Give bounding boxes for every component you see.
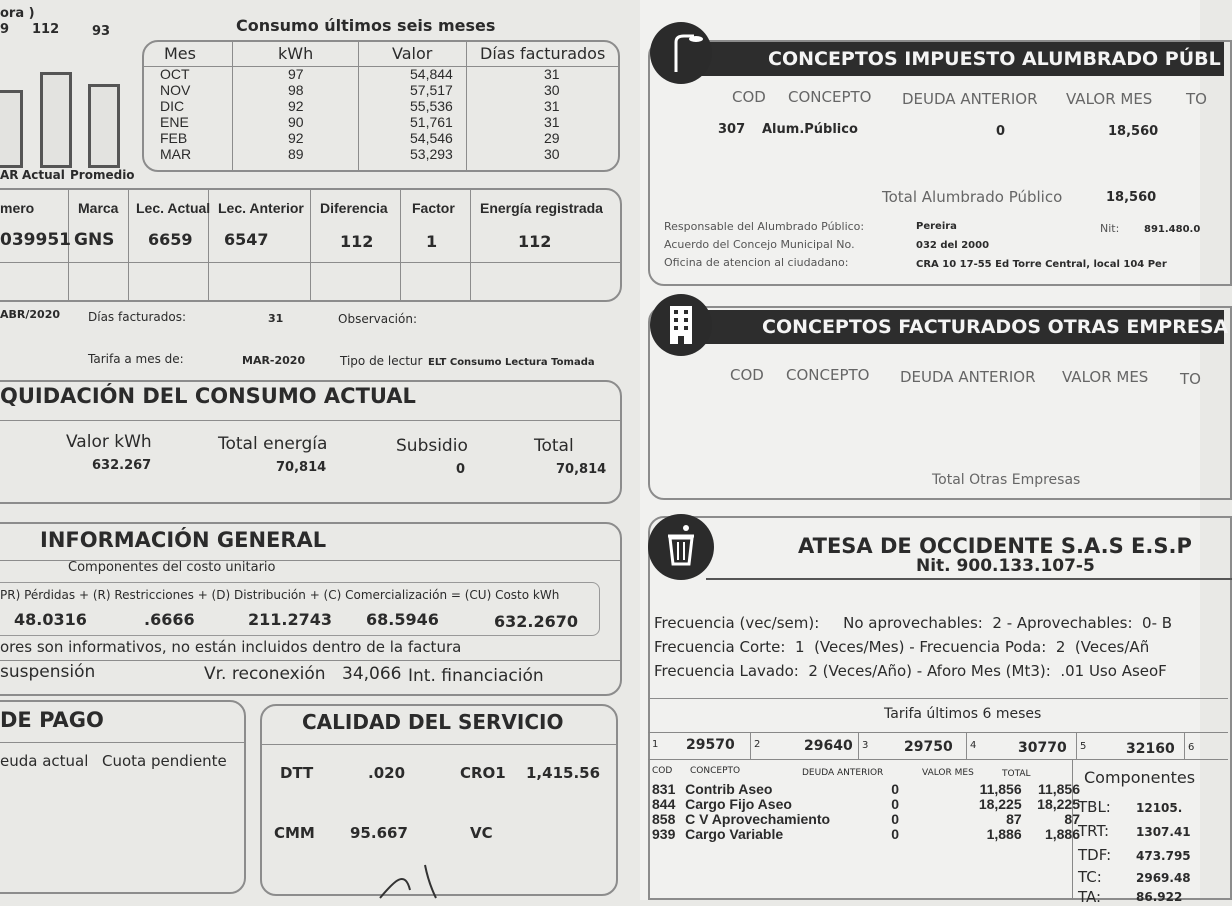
meter-lec-actual: 6659 xyxy=(148,230,193,249)
calidad-cro1-value: 1,415.56 xyxy=(526,764,601,782)
table-row: DIC 92 55,536 31 xyxy=(160,98,560,114)
comp-tc-label: TC: xyxy=(1078,868,1102,886)
alumbrado-header-concepto: CONCEPTO xyxy=(788,88,872,106)
dias-facturados: 31 xyxy=(268,312,284,325)
componentes-title: Componentes xyxy=(1084,768,1196,787)
table-row: 831 Contrib Aseo 0 11,856 11,856 xyxy=(652,781,1080,797)
alumbrado-header-cod: COD xyxy=(732,88,766,106)
tarifa-mes: MAR-2020 xyxy=(242,354,306,367)
bar-value-1: 9 xyxy=(0,22,10,37)
dias-facturados-label: Días facturados: xyxy=(88,310,187,324)
calidad-title: CALIDAD DEL SERVICIO xyxy=(302,710,564,734)
atesa-title-rule xyxy=(706,578,1232,580)
meter-header-diferencia: Diferencia xyxy=(320,200,388,216)
info-general-subtitle: Componentes del costo unitario xyxy=(68,560,276,575)
tarifa-label: Tarifa a mes de: xyxy=(88,352,184,366)
trash-bin-icon xyxy=(648,514,714,580)
tarifa-v1: 29570 xyxy=(686,737,735,753)
otras-total-label: Total Otras Empresas xyxy=(932,472,1081,488)
calidad-cro1-label: CRO1 xyxy=(460,764,506,782)
bar-label-3: Promedio xyxy=(70,168,135,182)
cost-comercializacion: 68.5946 xyxy=(366,610,439,629)
pago-title: DE PAGO xyxy=(0,708,104,732)
atesa-header-deuda: DEUDA ANTERIOR xyxy=(802,768,884,778)
acuerdo: 032 del 2000 xyxy=(916,240,990,251)
consumo-header-kwh: kWh xyxy=(278,44,314,63)
tarifa-n3: 3 xyxy=(862,740,869,751)
bar-value-2: 112 xyxy=(32,22,60,37)
consumo-header-valor: Valor xyxy=(392,44,433,63)
cost-formula: PR) Pérdidas + (R) Restricciones + (D) Distribución + (C) Comercialización = (CU) Costo kWh xyxy=(0,588,560,602)
liquidacion-header-subsidio: Subsidio xyxy=(396,436,468,456)
info-note: ores son informativos, no están incluidos dentro de la factura xyxy=(0,638,462,656)
meter-header-marca: Marca xyxy=(78,200,119,216)
oficina-label: Oficina de atencion al ciudadano: xyxy=(664,256,849,269)
liquidacion-valor-kwh: 632.267 xyxy=(92,458,152,473)
calidad-cmm-label: CMM xyxy=(274,824,315,842)
meter-factor: 1 xyxy=(426,232,438,251)
calidad-cmm-value: 95.667 xyxy=(350,824,408,842)
calidad-dtt-value: .020 xyxy=(368,764,406,782)
bar-label-1: AR xyxy=(0,168,19,182)
bar-label-2: Actual xyxy=(22,168,65,182)
acuerdo-label: Acuerdo del Concejo Municipal No. xyxy=(664,238,855,251)
atesa-nit: Nit. 900.133.107-5 xyxy=(916,556,1095,576)
bar-prev xyxy=(0,90,23,168)
otras-header-deuda: DEUDA ANTERIOR xyxy=(900,368,1036,386)
tipo-lectura-label: Tipo de lectur xyxy=(340,354,423,368)
comp-trt-label: TRT: xyxy=(1078,822,1110,840)
comp-trt-value: 1307.41 xyxy=(1136,825,1191,839)
table-row: ENE 90 51,761 31 xyxy=(160,114,560,130)
alumbrado-concepto: Alum.Público xyxy=(762,122,858,137)
otras-title: CONCEPTOS FACTURADOS OTRAS EMPRESA xyxy=(762,316,1229,338)
comp-ta-label: TA: xyxy=(1078,888,1102,906)
tarifa-v2: 29640 xyxy=(804,738,853,754)
meter-header-factor: Factor xyxy=(412,200,455,216)
reconexion-value: 34,066 xyxy=(342,664,402,684)
tarifa-title: Tarifa últimos 6 meses xyxy=(884,706,1042,722)
otras-header-cod: COD xyxy=(730,366,764,384)
liquidacion-total: 70,814 xyxy=(556,462,607,477)
otras-header-total: TO xyxy=(1180,370,1201,388)
table-row: 844 Cargo Fijo Aseo 0 18,225 18,225 xyxy=(652,796,1080,812)
frecuencia-2: Frecuencia Corte: 1 (Veces/Mes) - Frecuencia Poda: 2 (Veces/Añ xyxy=(654,638,1150,656)
bar-value-3: 93 xyxy=(92,24,111,39)
consumo-title: Consumo últimos seis meses xyxy=(236,16,496,35)
cost-total-kwh: 632.2670 xyxy=(494,612,579,631)
tarifa-v4: 30770 xyxy=(1018,740,1067,756)
alumbrado-header-total: TO xyxy=(1186,90,1207,108)
alumbrado-header-deuda: DEUDA ANTERIOR xyxy=(902,90,1038,108)
atesa-header-cod: COD xyxy=(652,766,673,776)
tarifa-n4: 4 xyxy=(970,740,977,751)
atesa-header-total: TOTAL xyxy=(1002,769,1031,779)
tarifa-n6: 6 xyxy=(1188,742,1195,753)
atesa-title: ATESA DE OCCIDENTE S.A.S E.S.P xyxy=(798,534,1192,558)
alumbrado-deuda: 0 xyxy=(996,124,1006,139)
comp-ta-value: 86.922 xyxy=(1136,890,1183,904)
bar-actual xyxy=(40,72,72,168)
responsable-label: Responsable del Alumbrado Público: xyxy=(664,220,865,233)
consumption-bars-caption: ora ) xyxy=(0,6,35,21)
cost-restricciones: .6666 xyxy=(144,610,195,629)
alumbrado-total-label: Total Alumbrado Público xyxy=(882,188,1063,206)
meter-diferencia: 112 xyxy=(340,232,374,251)
building-icon xyxy=(650,294,712,356)
comp-tbl-label: TBL: xyxy=(1078,798,1111,816)
nit: 891.480.0 xyxy=(1144,224,1201,235)
meter-lec-anterior: 6547 xyxy=(224,230,269,249)
responsable: Pereira xyxy=(916,221,957,232)
alumbrado-valor: 18,560 xyxy=(1108,124,1159,139)
frecuencia-1: Frecuencia (vec/sem): No aprovechables: 2 - Aprovechables: 0- B xyxy=(654,614,1173,632)
alumbrado-title: CONCEPTOS IMPUESTO ALUMBRADO PÚBL xyxy=(768,48,1221,70)
meter-energia: 112 xyxy=(518,232,552,251)
tarifa-v5: 32160 xyxy=(1126,741,1175,757)
meter-header-numero: mero xyxy=(0,200,35,216)
meter-header-energia: Energía registrada xyxy=(480,200,603,216)
pago-cuota-pendiente: Cuota pendiente xyxy=(102,752,227,770)
meter-numero: 039951 xyxy=(0,230,71,250)
liquidacion-header-energia: Total energía xyxy=(218,434,328,454)
calidad-vc-label: VC xyxy=(470,824,493,842)
int-financiacion: Int. financiación xyxy=(408,666,544,686)
table-row: MAR 89 53,293 30 xyxy=(160,146,560,162)
liquidacion-header-valor: Valor kWh xyxy=(66,432,152,452)
meter-header-lec-actual: Lec. Actual xyxy=(136,200,211,216)
calidad-dtt-label: DTT xyxy=(280,764,314,782)
frecuencia-3: Frecuencia Lavado: 2 (Veces/Año) - Aforo Mes (Mt3): .01 Uso AseoF xyxy=(654,662,1167,680)
tarifa-n1: 1 xyxy=(652,739,659,750)
reconexion-label: Vr. reconexión xyxy=(204,664,326,684)
meter-header-lec-anterior: Lec. Anterior xyxy=(218,200,304,216)
alumbrado-header-valor: VALOR MES xyxy=(1066,90,1153,108)
table-row: FEB 92 54,546 29 xyxy=(160,130,560,146)
otras-header-valor: VALOR MES xyxy=(1062,368,1149,386)
comp-tdf-label: TDF: xyxy=(1078,846,1112,864)
cost-perdidas: 48.0316 xyxy=(14,610,87,629)
alumbrado-total: 18,560 xyxy=(1106,190,1157,205)
atesa-header-concepto: CONCEPTO xyxy=(690,766,741,776)
tarifa-n5: 5 xyxy=(1080,741,1087,752)
comp-tc-value: 2969.48 xyxy=(1136,871,1191,885)
comp-tbl-value: 12105. xyxy=(1136,801,1183,815)
meter-marca: GNS xyxy=(74,230,115,250)
atesa-rows xyxy=(652,782,1080,842)
bar-promedio xyxy=(88,84,120,168)
table-row: 939 Cargo Variable 0 1,886 1,886 xyxy=(652,826,1080,842)
liquidacion-title: QUIDACIÓN DEL CONSUMO ACTUAL xyxy=(0,384,416,408)
alumbrado-cod: 307 xyxy=(718,122,746,137)
atesa-header-valor: VALOR MES xyxy=(922,768,974,778)
otras-header-concepto: CONCEPTO xyxy=(786,366,870,384)
table-row: NOV 98 57,517 30 xyxy=(160,82,560,98)
consumo-header-mes: Mes xyxy=(164,44,196,63)
consumo-header-dias: Días facturados xyxy=(480,44,606,63)
liquidacion-subsidio: 0 xyxy=(456,462,466,477)
comp-tdf-value: 473.795 xyxy=(1136,849,1191,863)
nit-label: Nit: xyxy=(1100,222,1120,235)
liquidacion-header-total: Total xyxy=(534,436,574,456)
info-general-title: INFORMACIÓN GENERAL xyxy=(40,528,327,552)
consumo-rows xyxy=(160,66,590,162)
cost-distribucion: 211.2743 xyxy=(248,610,333,629)
liquidacion-total-energia: 70,814 xyxy=(276,460,327,475)
observacion-label: Observación: xyxy=(338,312,418,326)
suspension: suspensión xyxy=(0,662,96,682)
table-row: OCT 97 54,844 31 xyxy=(160,66,560,82)
oficina: CRA 10 17-55 Ed Torre Central, local 104 Per xyxy=(916,259,1167,270)
streetlight-icon xyxy=(650,22,712,84)
right-sheet xyxy=(640,0,1229,906)
periodo: ABR/2020 xyxy=(0,308,61,321)
table-row: 858 C V Aprovechamiento 0 87 87 xyxy=(652,811,1080,827)
signature-mark xyxy=(370,860,490,900)
pago-deuda-actual: euda actual xyxy=(0,752,89,770)
tarifa-n2: 2 xyxy=(754,739,761,750)
tipo-lectura: ELT Consumo Lectura Tomada xyxy=(428,357,595,368)
tarifa-v3: 29750 xyxy=(904,739,953,755)
